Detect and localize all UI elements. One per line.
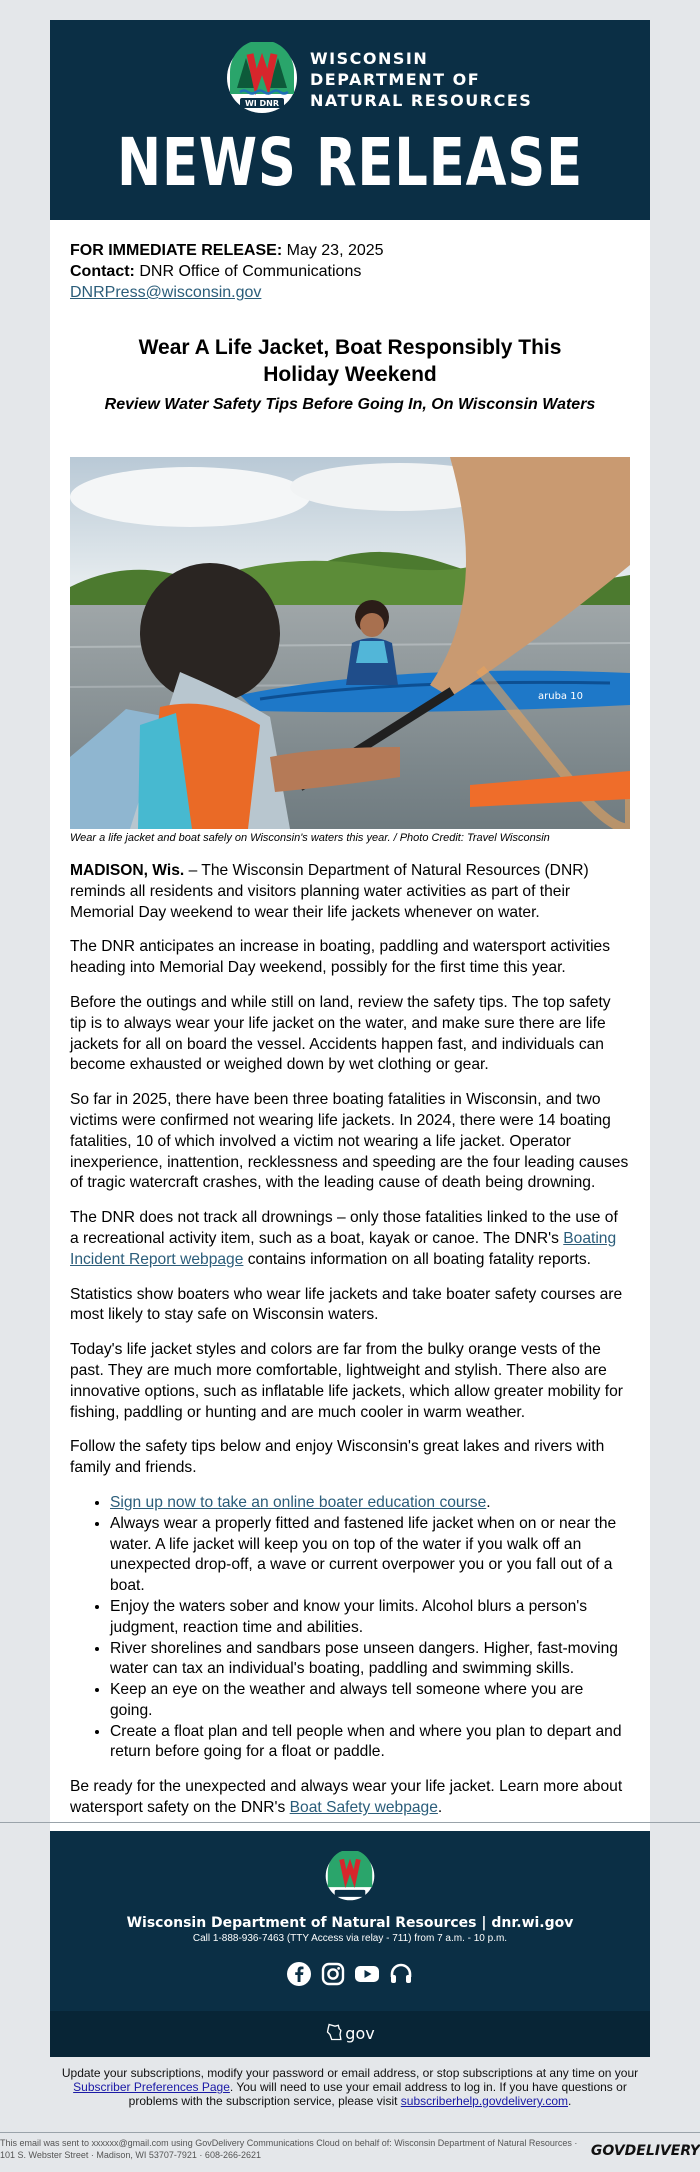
- gov-bar: [50, 2011, 650, 2057]
- podcast-icon[interactable]: [388, 1961, 414, 1987]
- boat-safety-link[interactable]: Boat Safety webpage: [289, 1799, 438, 1817]
- boater-education-link[interactable]: Sign up now to take an online boater education course: [110, 1493, 487, 1511]
- kayak-photo: [70, 457, 630, 829]
- safety-tips-list: [70, 1493, 630, 1763]
- paragraph-3: Before the outings and while still on land, review the safety tips. The top safety tip is to always wear your life jacket on the water, and make sure there are life jackets for all on board the vessel. Accidents happen fast, and individuals can become exhausted or weighed down by wet clothing or gear.: [70, 993, 611, 1074]
- photo-caption: Wear a life jacket and boat safely on Wisconsin's waters this year. / Photo Credit: Travel Wisconsin: [70, 832, 550, 844]
- press-email-link[interactable]: DNRPress@wisconsin.gov: [70, 284, 262, 301]
- bottom-bar: [0, 2132, 700, 2172]
- list-item: • River shorelines and sandbars pose unseen dangers. Higher, fast-moving water can tax an individual's boating, paddling and swimming skills.: [110, 1639, 630, 1681]
- footer-org-line: Wisconsin Department of Natural Resources | dnr.wi.gov: [126, 1915, 574, 1931]
- kayak-label: aruba 10: [538, 691, 583, 702]
- paragraph-2: The DNR anticipates an increase in boating, paddling and watersport activities heading into Memorial Day weekend, possibly for the first time this year.: [70, 938, 611, 977]
- masthead: [50, 20, 650, 220]
- release-date: May 23, 2025: [286, 242, 384, 259]
- news-release-title: NEWS RELEASE: [117, 124, 583, 201]
- facebook-icon[interactable]: [286, 1961, 312, 1987]
- paragraph-6: Statistics show boaters who wear life jackets and take boater safety courses are most likely to stay safe on Wisconsin waters.: [70, 1285, 623, 1324]
- contact-value: DNR Office of Communications: [139, 263, 362, 280]
- paragraph-8: Follow the safety tips below and enjoy Wisconsin's great lakes and rivers with family and friends.: [70, 1438, 605, 1477]
- paragraph-4: So far in 2025, there have been three boating fatalities in Wisconsin, and two victims were confirmed not wearing life jackets. In 2024, there were 14 boating fatalities, 10 of which involved a victim not wearing a life jacket. Operator inexperience, inattention, recklessness and speeding are the four leading causes of tragic watercraft crashes, with the leading cause of death being drowning.: [70, 1091, 629, 1192]
- divider: [0, 1822, 700, 1823]
- subscriber-preferences-link[interactable]: Subscriber Preferences Page: [73, 2080, 230, 2094]
- release-meta: [50, 220, 650, 303]
- list-item: • Always wear a properly fitted and fastened life jacket when on or near the water. A life jacket will keep you on top of the water if you walk off an unexpected drop-off, a wave or current overpower you or you fall out of a boat.: [110, 1514, 630, 1597]
- paragraph-5: The DNR does not track all drownings – only those fatalities linked to the use of a recreational activity item, such as a boat, kayak or canoe. The DNR's Boating Incident Report webpage contains information on all boating fatality reports.: [70, 1209, 618, 1268]
- article-body: [50, 861, 650, 1843]
- youtube-icon[interactable]: [354, 1961, 380, 1987]
- footer-call-line: Call 1-888-936-7463 (TTY Access via relay - 711) from 7 a.m. - 10 p.m.: [192, 1933, 508, 1944]
- govdelivery-logo[interactable]: GOVDELIVERY: [590, 2143, 700, 2159]
- social-links: [50, 1961, 650, 1987]
- list-item: • Enjoy the waters sober and know your limits. Alcohol blurs a person's judgment, reaction time and abilities.: [110, 1597, 630, 1639]
- newsletter-card: [50, 20, 650, 1843]
- headline: Wear A Life Jacket, Boat Responsibly This Holiday Weekend: [138, 336, 562, 386]
- wi-dnr-logo: [226, 42, 298, 114]
- paragraph-7: Today's life jacket styles and colors are far from the bulky orange vests of the past. They are much more comfortable, lightweight and stylish. There also are innovative options, such as inflatable life jackets, which allow greater mobility for fishing, paddling or hunting and are much cooler in warm weather.: [70, 1341, 623, 1421]
- list-item: • Create a float plan and tell people when and where you plan to depart and return before going for a float or paddle.: [110, 1722, 630, 1764]
- svg-text:WI DNR: WI DNR: [244, 99, 280, 108]
- subscriber-help-link[interactable]: subscriberhelp.govdelivery.com: [400, 2094, 568, 2108]
- list-item: • Sign up now to take an online boater education course.: [110, 1493, 630, 1514]
- contact-label: Contact:: [70, 263, 135, 280]
- agency-name: WISCONSIN DEPARTMENT OF NATURAL RESOURCES: [310, 49, 533, 110]
- boating-incident-report-link[interactable]: Boating Incident Report webpage: [70, 1229, 617, 1268]
- release-label: FOR IMMEDIATE RELEASE:: [70, 242, 283, 259]
- instagram-icon[interactable]: [320, 1961, 346, 1987]
- list-item: • Keep an eye on the weather and always tell someone where you are going.: [110, 1680, 630, 1722]
- wi-gov-logo[interactable]: gov: [325, 2024, 374, 2043]
- wisconsin-state-icon: [325, 2022, 345, 2042]
- paragraph-9: Be ready for the unexpected and always wear your life jacket. Learn more about watersport safety on the DNR's Boat Safety webpage.: [70, 1778, 623, 1817]
- wi-dnr-footer-logo: [325, 1851, 375, 1901]
- footer: [50, 1831, 650, 2011]
- dateline: MADISON, Wis.: [70, 862, 185, 879]
- paragraph-1: MADISON, Wis. – The Wisconsin Department of Natural Resources (DNR) reminds all residents and visitors planning water activities as part of their Memorial Day weekend to wear their life jackets whenever on water.: [70, 862, 589, 921]
- subscription-notice: Update your subscriptions, modify your password or email address, or stop subscriptions at any time on your Subscriber Preferences Page. You will need to use your email address to log in. If you have questions or problems with the subscription service, please visit subscriberhelp.govdelivery.com.: [61, 2066, 639, 2108]
- sent-to-notice: This email was sent to xxxxxx@gmail.com using GovDelivery Communications Cloud on behalf of: Wisconsin Department of Natural Resources · 101 S. Webster Street · Madison, WI 53707-7921 · 608-266-2621: [0, 2138, 578, 2160]
- subheadline: Review Water Safety Tips Before Going In, On Wisconsin Waters: [104, 396, 596, 413]
